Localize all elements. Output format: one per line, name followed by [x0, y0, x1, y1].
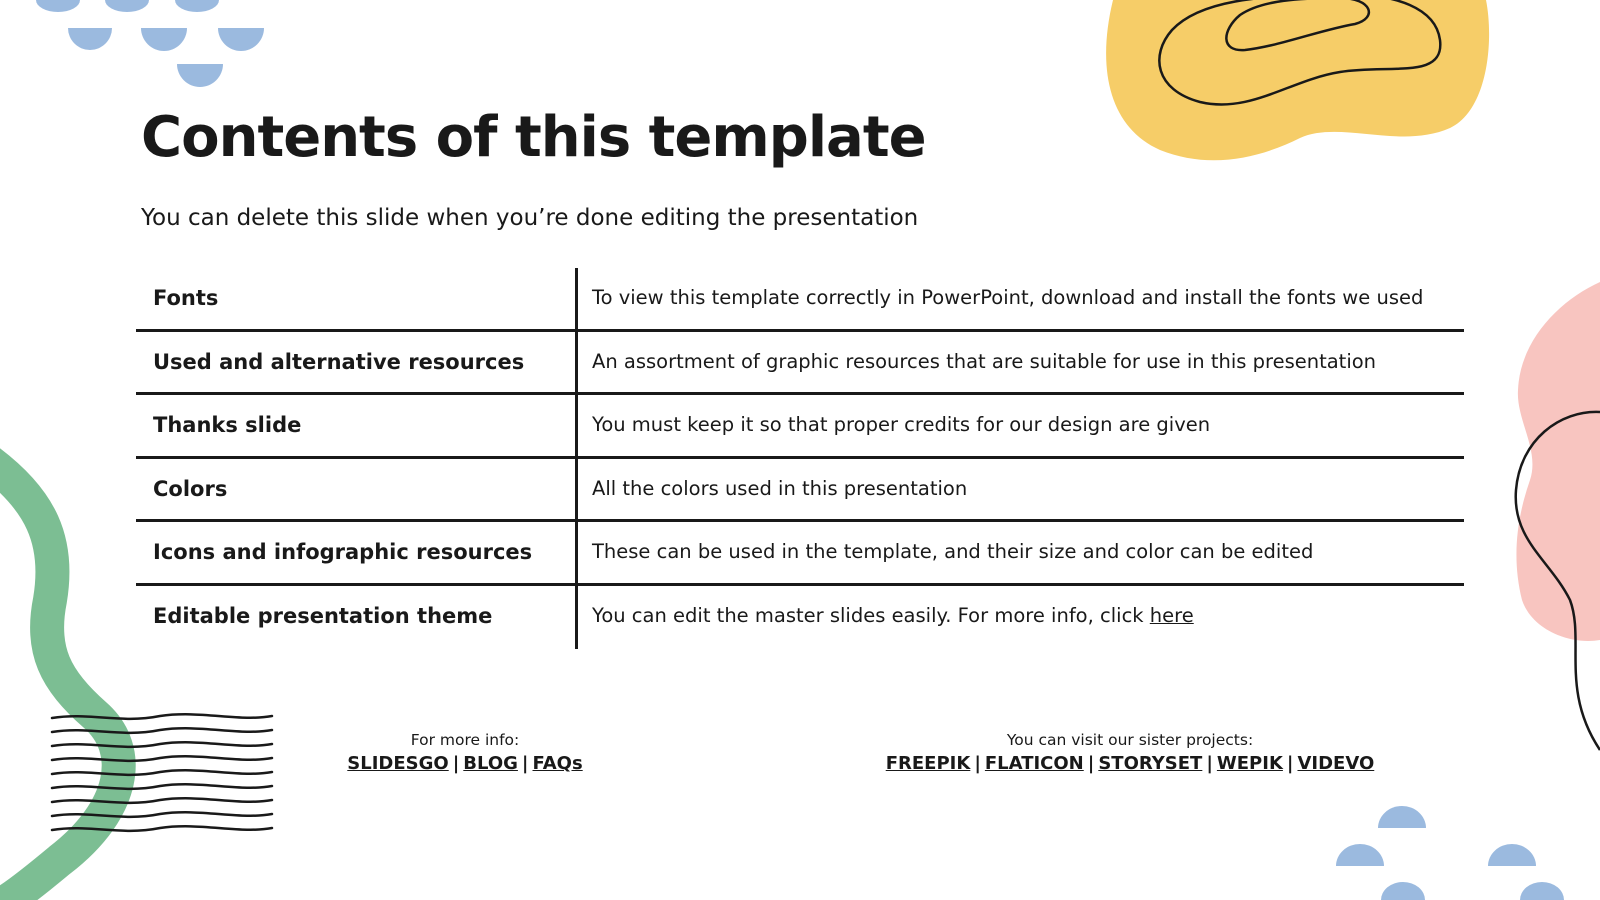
row-description-wrap [592, 586, 1194, 646]
green-wave [0, 462, 119, 900]
slidesgo-link[interactable]: SLIDESGO [347, 753, 449, 774]
slide-title: Contents of this template [141, 105, 926, 170]
footer-more-info [320, 729, 610, 777]
footer-links [860, 751, 1400, 777]
storyset-link[interactable]: STORYSET [1098, 753, 1203, 774]
table-row-theme [136, 586, 1464, 650]
blue-dots-bottom-right [1336, 806, 1564, 900]
row-label: Thanks slide [153, 413, 302, 437]
pink-blob [1516, 282, 1600, 750]
table-row-fonts [136, 268, 1464, 332]
yellow-blob [1106, 0, 1489, 160]
separator: | [1206, 753, 1213, 774]
row-description: You must keep it so that proper credits for our design are given [592, 413, 1211, 436]
row-description: To view this template correctly in PowerPoint, download and install the fonts we used [592, 286, 1424, 309]
separator: | [452, 753, 460, 774]
row-label: Colors [153, 476, 228, 501]
flaticon-link[interactable]: FLATICON [984, 753, 1084, 774]
footer-label: You can visit our sister projects: [1006, 731, 1254, 749]
row-label: Icons and infographic resources [153, 540, 533, 564]
freepik-link[interactable]: FREEPIK [885, 753, 971, 774]
footer-label: For more info: [410, 731, 520, 749]
wepik-link[interactable]: WEPIK [1216, 753, 1283, 774]
footer-sister-projects [860, 729, 1400, 777]
videvo-link[interactable]: VIDEVO [1297, 753, 1375, 774]
separator: | [521, 753, 529, 774]
row-label: Fonts [153, 286, 219, 310]
separator: | [1286, 753, 1294, 774]
row-description: You can edit the master slides easily. For more info, click [592, 603, 1150, 627]
here-link[interactable]: here [1149, 603, 1194, 627]
blog-link[interactable]: BLOG [463, 753, 518, 774]
separator: | [974, 753, 981, 774]
contents-table [136, 268, 1464, 649]
table-row-colors [136, 459, 1464, 523]
table-row-thanks [136, 395, 1464, 459]
slide-subtitle: You can delete this slide when you’re done editing the presentation [141, 205, 919, 231]
row-description: All the colors used in this presentation [592, 476, 968, 500]
table-row-resources [136, 332, 1464, 396]
wavy-lines [52, 714, 272, 831]
blue-dots-top-left [36, 0, 264, 87]
table-row-icons [136, 522, 1464, 586]
row-label: Used and alternative resources [153, 349, 525, 374]
row-label: Editable presentation theme [153, 603, 493, 628]
row-description: These can be used in the template, and their size and color can be edited [592, 540, 1314, 563]
faqs-link[interactable]: FAQs [532, 753, 583, 774]
footer-links [320, 751, 610, 777]
row-description: An assortment of graphic resources that are suitable for use in this presentation [592, 349, 1377, 373]
separator: | [1087, 753, 1095, 774]
